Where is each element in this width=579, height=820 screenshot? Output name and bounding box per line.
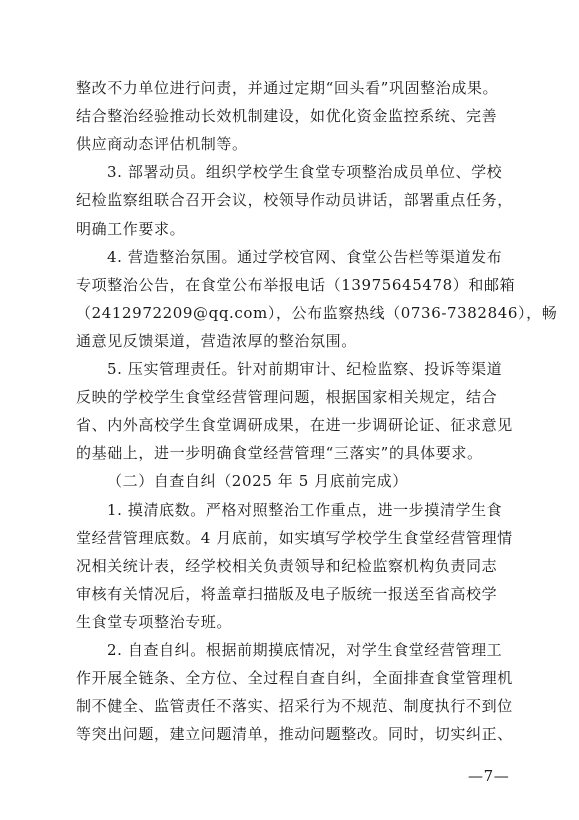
text-line: 况相关统计表，经学校相关负责领导和纪检监察机构负责同志 xyxy=(76,557,498,575)
text-line: 整改不力单位进行问责，并通过定期“回头看”巩固整治成果。 xyxy=(76,79,499,97)
text-line: 的基础上，进一步明确食堂经营管理“三落实”的具体要求。 xyxy=(76,444,483,462)
text-line: 等突出问题，建立问题清单，推动问题整改。同时，切实纠正、 xyxy=(76,725,513,743)
text-line: 明确工作要求。 xyxy=(76,220,186,238)
text-line: 纪检监察组联合召开会议，校领导作动员讲话，部署重点任务， xyxy=(76,191,513,209)
text-line: 作开展全链条、全方位、全过程自查自纠，全面排查食堂管理机 xyxy=(76,669,513,687)
text-line: 生食堂专项整治专班。 xyxy=(76,613,233,631)
text-line: 专项整治公告，在食堂公布举报电话（13975645478）和邮箱 xyxy=(76,276,516,294)
text-line: 1. 摸清底数。严格对照整治工作重点，进一步摸清学生食 xyxy=(107,501,503,519)
text-line: 5. 压实管理责任。针对前期审计、纪检监察、投诉等渠道 xyxy=(107,360,503,378)
text-line: 4. 营造整治氛围。通过学校官网、食堂公告栏等渠道发布 xyxy=(107,248,503,266)
page-number: —7— xyxy=(468,767,510,785)
text-line: 审核有关情况后，将盖章扫描版及电子版统一报送至省高校学 xyxy=(76,585,498,603)
text-line: 通意见反馈渠道，营造浓厚的整治氛围。 xyxy=(76,332,357,350)
text-line: 省、内外高校学生食堂调研成果，在进一步调研论证、征求意见 xyxy=(76,416,513,434)
section-heading: （二）自查自纠（2025 年 5 月底前完成） xyxy=(107,472,408,490)
text-line: 反映的学校学生食堂经营管理问题，根据国家相关规定，结合 xyxy=(76,388,498,406)
text-line: 3. 部署动员。组织学校学生食堂专项整治成员单位、学校 xyxy=(107,163,503,181)
text-line: 2. 自查自纠。根据前期摸底情况，对学生食堂经营管理工 xyxy=(107,641,503,659)
text-line: 供应商动态评估机制等。 xyxy=(76,135,248,153)
text-line: 堂经营管理底数。4 月底前，如实填写学校学生食堂经营管理情 xyxy=(76,529,513,547)
text-line: 制不健全、监管责任不落实、招采行为不规范、制度执行不到位 xyxy=(76,697,513,715)
text-line: （2412972209@qq.com），公布监察热线（0736-7382846），畅 xyxy=(76,304,558,322)
text-line: 结合整治经验推动长效机制建设，如优化资金监控系统、完善 xyxy=(76,107,498,125)
